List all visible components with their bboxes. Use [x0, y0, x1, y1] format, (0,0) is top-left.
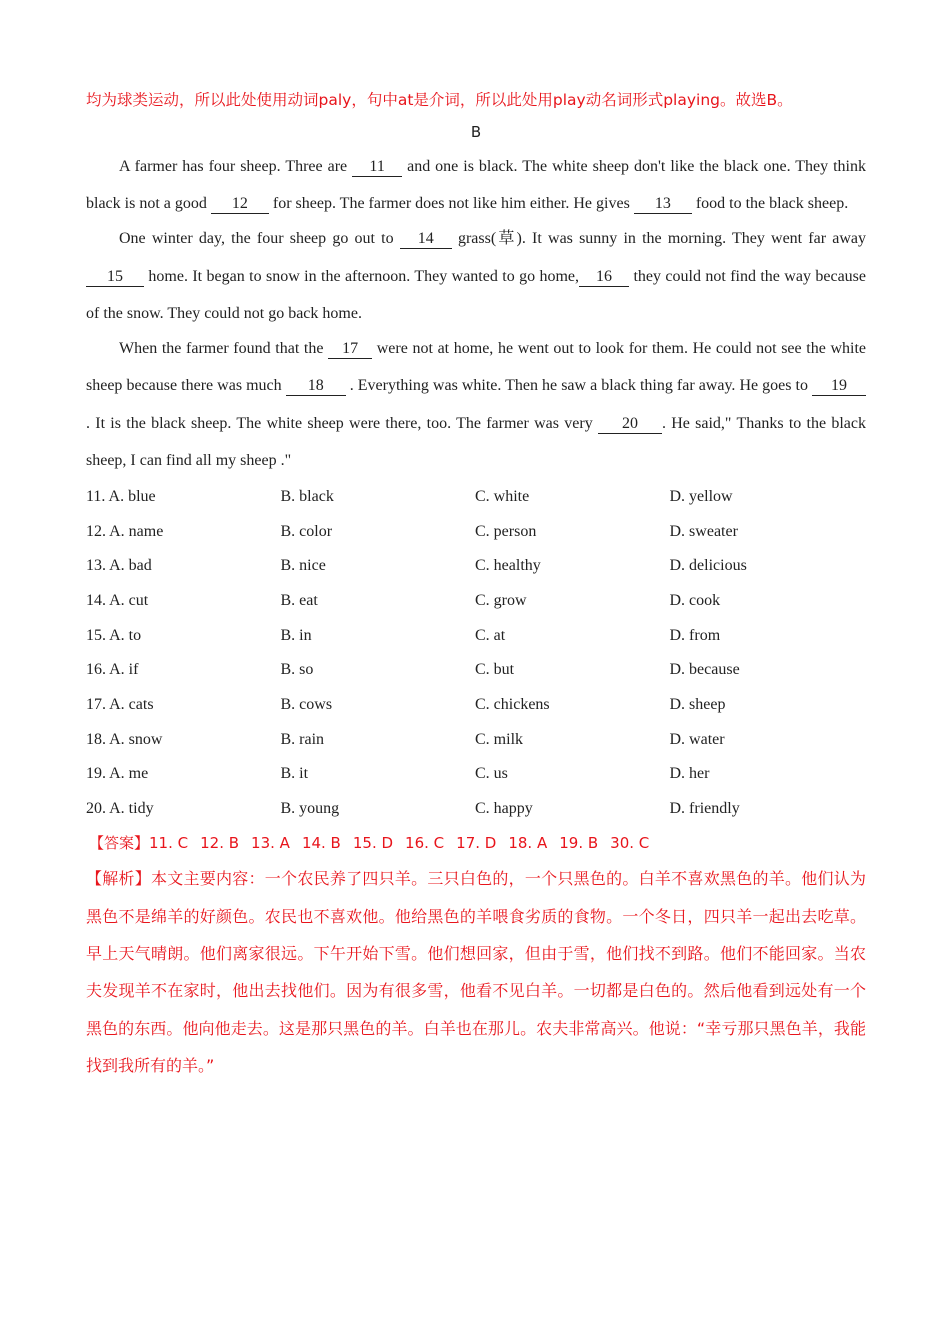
- passage-text: food to the black sheep.: [691, 195, 849, 212]
- passage-text: home. It began to snow in the afternoon. They wanted to go home,: [144, 267, 580, 285]
- question-row: [86, 653, 866, 688]
- answer-item: 11. C: [149, 834, 189, 853]
- answer-item: 14. B: [301, 834, 341, 853]
- answer-item: 12. B: [200, 834, 240, 853]
- option-c: C. grow: [475, 591, 527, 609]
- option-d: D. cook: [669, 591, 721, 609]
- option-a: 12. A. name: [86, 522, 164, 540]
- option-a: 13. A. bad: [86, 557, 152, 575]
- answer-label: 【答案】: [89, 834, 150, 853]
- blank-14: 14: [400, 230, 452, 249]
- option-c: C. at: [475, 626, 506, 644]
- option-b: B. young: [280, 800, 340, 818]
- passage-text: they could not find the way because of the snow. They could not go back home.: [86, 267, 867, 322]
- option-b: B. eat: [280, 591, 318, 609]
- question-row: [86, 480, 866, 515]
- blank-17: 17: [328, 340, 372, 359]
- blank-15: 15: [86, 268, 144, 287]
- passage-text: A farmer has four sheep. Three are: [119, 158, 353, 175]
- passage-paragraph-2: [86, 220, 866, 333]
- passage-text: for sheep. The farmer does not like him either. He gives: [268, 195, 634, 212]
- question-row: [86, 618, 866, 653]
- option-c: C. healthy: [475, 557, 541, 575]
- analysis-text: 【解析】本文主要内容：一个农民养了四只羊。三只白色的，一个只黑色的。白羊不喜欢黑色的羊。他们认为黑色不是绵羊的好颜色。农民也不喜欢他。他给黑色的羊喂食劣质的食物。一个冬日，四只羊一起出去吃草。早上天气晴朗。他们离家很远。下午开始下雪。他们想回家，但由于雪，他们找不到路。他们不能回家。当农夫发现羊不在家时，他出去找他们。因为有很多雪，他看不见白羊。一切都是白色的。然后他看到远处有一个黑色的东西。他向他走去。这是那只黑色的羊。白羊也在那儿。农夫非常高兴。他说：“幸亏那只黑色羊，我能找到我所有的羊。”: [86, 869, 866, 1075]
- blank-13: 13: [634, 195, 692, 214]
- option-c: C. us: [475, 765, 508, 783]
- option-d: D. from: [669, 626, 721, 644]
- passage-paragraph-1: [86, 148, 866, 222]
- option-b: B. it: [280, 765, 309, 783]
- option-b: B. color: [280, 522, 333, 540]
- blank-16: 16: [579, 268, 629, 287]
- passage-text: and one is black. The white sheep don't like the black one. They think black is not a good: [86, 158, 867, 212]
- option-d: D. delicious: [669, 557, 747, 575]
- blank-18: 18: [286, 377, 346, 396]
- option-d: D. sweater: [669, 522, 738, 540]
- blank-20: 20: [598, 415, 662, 434]
- option-a: 19. A. me: [86, 765, 149, 783]
- option-c: C. happy: [475, 800, 533, 818]
- option-d: D. her: [669, 765, 710, 783]
- question-row: [86, 792, 866, 827]
- question-row: [86, 514, 866, 549]
- option-a: 18. A. snow: [86, 730, 163, 748]
- option-c: C. person: [475, 522, 537, 540]
- question-row: [86, 584, 866, 619]
- option-c: C. but: [475, 661, 515, 679]
- answer-item: 13. A: [251, 834, 290, 853]
- option-a: 15. A. to: [86, 626, 142, 644]
- blank-19: 19: [812, 377, 866, 396]
- option-d: D. because: [669, 661, 740, 679]
- passage-paragraph-3: [86, 330, 866, 480]
- option-b: B. rain: [280, 730, 325, 748]
- answer-item: 15. D: [352, 834, 394, 853]
- option-b: B. so: [280, 661, 314, 679]
- option-b: B. nice: [280, 557, 326, 575]
- section-label: B: [470, 123, 482, 141]
- answer-item: 16. C: [405, 834, 445, 853]
- question-options: [86, 480, 866, 827]
- option-b: B. cows: [280, 695, 333, 713]
- question-row: [86, 722, 866, 757]
- question-row: [86, 688, 866, 723]
- answer-key: [89, 826, 866, 860]
- answer-item: 30. C: [610, 834, 650, 853]
- answer-item: 17. D: [456, 834, 497, 853]
- answer-item: 19. B: [559, 834, 599, 853]
- option-a: 17. A. cats: [86, 695, 154, 713]
- passage-text: . Everything was white. Then he saw a black thing far away. He goes to: [345, 377, 813, 394]
- option-d: D. sheep: [669, 695, 726, 713]
- blank-11: 11: [352, 158, 402, 177]
- passage-text: grass(草). It was sunny in the morning. They went far away: [451, 230, 866, 247]
- option-c: C. chickens: [475, 695, 550, 713]
- previous-answer-explanation: 均为球类运动，所以此处使用动词paly，句中at是介词，所以此处用play动名词形式playing。故选B。: [86, 91, 793, 109]
- option-c: C. milk: [475, 730, 524, 748]
- document-page: [86, 86, 866, 1084]
- option-b: B. in: [280, 626, 312, 644]
- passage-text: One winter day, the four sheep go out to: [119, 230, 400, 247]
- question-row: [86, 549, 866, 584]
- option-a: 16. A. if: [86, 661, 139, 679]
- blank-12: 12: [211, 195, 269, 214]
- option-d: D. water: [669, 730, 725, 748]
- answer-item: 18. A: [508, 834, 548, 853]
- option-d: D. yellow: [669, 487, 733, 505]
- passage-text: . He said," Thanks to the black sheep, I can find all my sheep .": [86, 414, 866, 469]
- option-a: 11. A. blue: [86, 487, 156, 505]
- passage-text: . It is the black sheep. The white sheep were there, too. The farmer was very: [86, 414, 598, 432]
- option-d: D. friendly: [669, 800, 740, 818]
- option-b: B. black: [280, 487, 334, 505]
- passage-text: When the farmer found that the: [119, 339, 329, 357]
- option-a: 14. A. cut: [86, 591, 149, 609]
- question-row: [86, 757, 866, 792]
- passage-text: were not at home, he went out to look for them. He could not see the white sheep because there was much: [86, 339, 867, 394]
- option-a: 20. A. tidy: [86, 800, 154, 818]
- option-c: C. white: [475, 487, 530, 505]
